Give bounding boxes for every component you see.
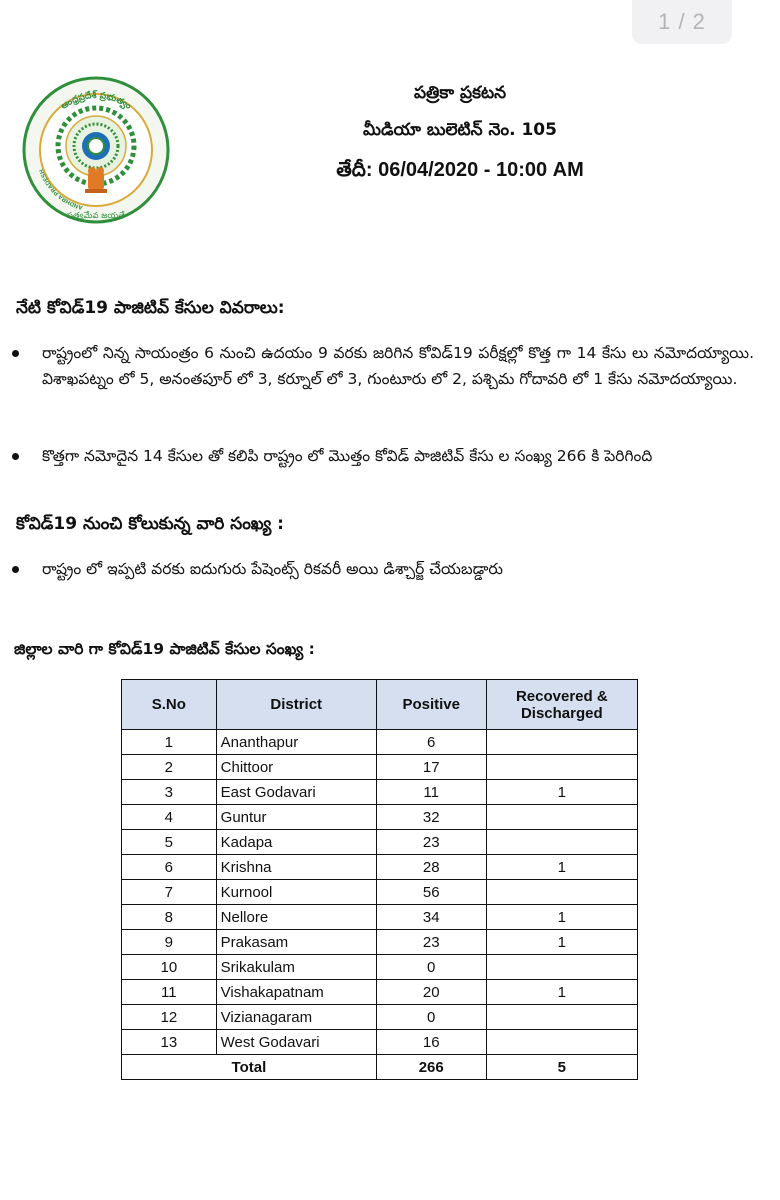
column-header-district: District	[216, 680, 376, 730]
cell-recovered	[486, 805, 637, 830]
cell-positive: 32	[376, 805, 486, 830]
district-table-heading: జిల్లాల వారి గా కోవిడ్19 పాజిటివ్ కేసుల సంఖ్య :	[14, 640, 315, 658]
bullet-text: కొత్తగా నమోదైన 14 కేసుల తో కలిపి రాష్ట్రం లో మొత్తం కోవిడ్ పాజిటివ్ కేసు ల సంఖ్య 266 కి పెరిగింది	[42, 447, 653, 465]
cell-district: Ananthapur	[216, 730, 376, 755]
todays-cases-heading: నేటి కోవిడ్19 పాజిటివ్ కేసుల వివరాలు:	[16, 298, 285, 318]
cell-sno: 3	[122, 780, 217, 805]
cell-positive: 17	[376, 755, 486, 780]
cell-sno: 4	[122, 805, 217, 830]
table-row	[122, 905, 638, 930]
bullet-total-cases	[42, 443, 754, 469]
cell-district: Vizianagaram	[216, 1005, 376, 1030]
bullet-icon	[12, 566, 19, 573]
cell-positive: 20	[376, 980, 486, 1005]
cell-district: Vishakapatnam	[216, 980, 376, 1005]
cell-district: Nellore	[216, 905, 376, 930]
cell-positive: 56	[376, 880, 486, 905]
cell-district: Guntur	[216, 805, 376, 830]
cell-district: Kurnool	[216, 880, 376, 905]
total-recovered: 5	[486, 1055, 637, 1080]
cell-district: East Godavari	[216, 780, 376, 805]
cell-sno: 9	[122, 930, 217, 955]
cell-positive: 6	[376, 730, 486, 755]
table-row	[122, 880, 638, 905]
cell-recovered	[486, 830, 637, 855]
cell-recovered	[486, 880, 637, 905]
cell-sno: 8	[122, 905, 217, 930]
column-header-sno: S.No	[122, 680, 217, 730]
cell-positive: 11	[376, 780, 486, 805]
cell-sno: 1	[122, 730, 217, 755]
cell-recovered: 1	[486, 905, 637, 930]
cell-positive: 23	[376, 830, 486, 855]
bullet-new-cases	[42, 340, 754, 392]
cell-positive: 28	[376, 855, 486, 880]
cell-district: Srikakulam	[216, 955, 376, 980]
column-header-recovered: Recovered & Discharged	[486, 680, 637, 730]
bulletin-date: తేదీ: 06/04/2020 - 10:00 AM	[336, 159, 584, 181]
bullet-recovered	[42, 556, 754, 582]
bullet-icon	[12, 350, 19, 357]
bullet-text: రాష్ట్రంలో నిన్న సాయంత్రం 6 నుంచి ఉదయం 9 వరకు జరిగిన కోవిడ్19 పరీక్షల్లో కొత్త గా 14 కేసు లు నమోదయ్యాయి. విశాఖపట్నం లో 5, అనంతపూర్ లో 3, కర్నూల్ లో 3, గుంటూరు లో 2, పశ్చిమ గోదావరి లో 1 కేసు నమోదయ్యాయి.	[42, 344, 754, 388]
bullet-icon	[12, 453, 19, 460]
emblem-motto: సత్యమేవ జయతే	[67, 211, 125, 221]
cell-positive: 0	[376, 1005, 486, 1030]
cell-sno: 7	[122, 880, 217, 905]
recovered-heading: కోవిడ్19 నుంచి కోలుకున్న వారి సంఖ్య :	[16, 514, 284, 534]
cell-sno: 11	[122, 980, 217, 1005]
cell-recovered	[486, 730, 637, 755]
cell-recovered: 1	[486, 980, 637, 1005]
cell-district: Kadapa	[216, 830, 376, 855]
table-total-row	[122, 1055, 638, 1080]
cell-sno: 12	[122, 1005, 217, 1030]
column-header-positive: Positive	[376, 680, 486, 730]
cell-recovered	[486, 1005, 637, 1030]
table-row	[122, 755, 638, 780]
cell-recovered: 1	[486, 855, 637, 880]
total-label: Total	[122, 1055, 377, 1080]
cell-recovered	[486, 755, 637, 780]
table-header-row	[122, 680, 638, 730]
cell-recovered	[486, 955, 637, 980]
table-row	[122, 1030, 638, 1055]
cell-recovered: 1	[486, 930, 637, 955]
cell-sno: 13	[122, 1030, 217, 1055]
bullet-text: రాష్ట్రం లో ఇప్పటి వరకు ఐదుగురు పేషెంట్స్ రికవరీ అయి డిశ్చార్జ్ చేయబడ్డారు	[42, 560, 503, 578]
total-positive: 266	[376, 1055, 486, 1080]
cell-sno: 6	[122, 855, 217, 880]
cell-district: Krishna	[216, 855, 376, 880]
table-row	[122, 930, 638, 955]
page-indicator: 1 / 2	[632, 0, 732, 44]
svg-text:ANDHRA PRADESH: ANDHRA PRADESH	[39, 168, 84, 211]
cell-positive: 34	[376, 905, 486, 930]
table-row	[122, 855, 638, 880]
cell-positive: 23	[376, 930, 486, 955]
table-row	[122, 1005, 638, 1030]
table-row	[122, 980, 638, 1005]
cell-district: Chittoor	[216, 755, 376, 780]
table-row	[122, 955, 638, 980]
table-row	[122, 830, 638, 855]
press-release-title: పత్రికా ప్రకటన	[413, 83, 507, 103]
table-row	[122, 805, 638, 830]
bulletin-header	[260, 76, 660, 190]
cell-sno: 10	[122, 955, 217, 980]
cell-district: West Godavari	[216, 1030, 376, 1055]
cell-positive: 0	[376, 955, 486, 980]
svg-text:ఆంధ్రప్రదేశ్ ప్రభుత్వం: ఆంధ్రప్రదేశ్ ప్రభుత్వం	[59, 90, 133, 112]
table-row	[122, 780, 638, 805]
cell-sno: 5	[122, 830, 217, 855]
cell-recovered: 1	[486, 780, 637, 805]
state-emblem-logo	[22, 76, 170, 224]
cell-positive: 16	[376, 1030, 486, 1055]
bulletin-number: మీడియా బులెటిన్ నెం. 105	[363, 120, 557, 140]
table-row	[122, 730, 638, 755]
cell-district: Prakasam	[216, 930, 376, 955]
cell-recovered	[486, 1030, 637, 1055]
cell-sno: 2	[122, 755, 217, 780]
district-cases-table	[121, 679, 638, 1080]
